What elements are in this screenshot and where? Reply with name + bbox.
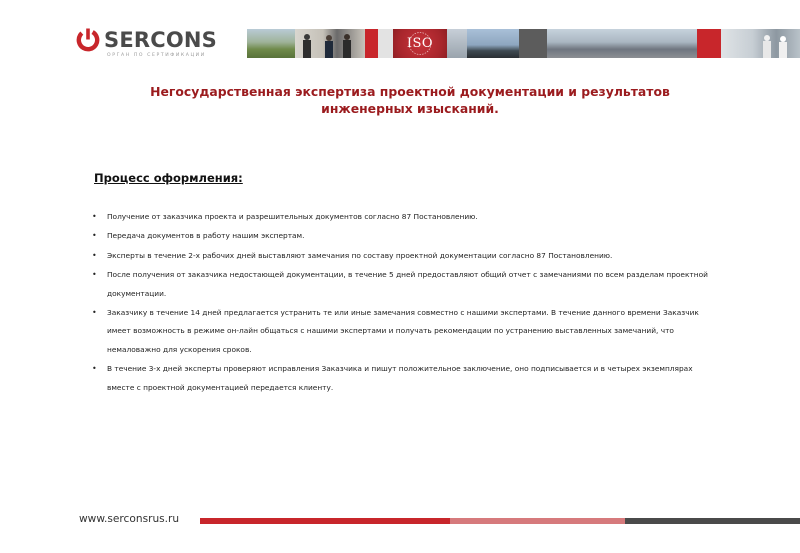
banner-photo-engineers	[721, 29, 800, 58]
engineers-silhouettes-icon	[721, 29, 800, 58]
banner-photo-people	[295, 29, 365, 58]
list-item-text: Эксперты в течение 2-х рабочих дней выставляют замечания по составу проектной документации согласно 87 Постановлению.	[107, 250, 613, 260]
banner-iso-tile	[393, 29, 447, 58]
list-item	[92, 266, 712, 303]
footer-stripe-grey	[625, 518, 800, 524]
banner-light-tile	[378, 29, 393, 58]
banner-photo-worker	[447, 29, 467, 58]
page-title-line-2: инженерных изысканий.	[321, 101, 499, 116]
list-item-text: Заказчику в течение 14 дней предлагается устранить те или иные замечания совместно с нашими экспертами. В течение данного времени Заказчик имеет возможность в режиме он-лайн общаться с нашими экспертами и получать рекомендации по устранению выставленных замечаний, что немаловажно для ускорения сроков.	[107, 308, 699, 354]
logo-name: SERCONS	[104, 28, 218, 52]
sercons-logo[interactable]	[76, 26, 236, 60]
bullet-icon: •	[92, 212, 97, 221]
bullet-icon: •	[92, 308, 97, 318]
list-item	[92, 360, 712, 397]
banner-red-tile-2	[697, 29, 721, 58]
list-item	[92, 227, 712, 245]
bullet-icon: •	[92, 364, 97, 374]
logo-tagline: ОРГАН ПО СЕРТИФИКАЦИИ	[107, 53, 206, 58]
list-item-text: После получения от заказчика недостающей документации, в течение 5 дней предоставляют общий отчет с замечаниями по всем разделам проектной документации.	[107, 270, 708, 298]
bullet-icon: •	[92, 250, 97, 260]
sercons-logo-icon	[76, 28, 100, 52]
header-photo-banner	[247, 29, 800, 58]
footer-stripe-red	[200, 518, 450, 524]
banner-grey-tile	[519, 29, 547, 58]
list-item-text: Получение от заказчика проекта и разрешительных документов согласно 87 Постановлению.	[107, 212, 478, 221]
page-title	[60, 83, 760, 117]
footer-stripe-pink	[450, 518, 625, 524]
banner-photo-field	[247, 29, 295, 58]
page-title-line-1: Негосударственная экспертиза проектной документации и результатов	[150, 84, 670, 99]
list-item	[92, 208, 712, 226]
list-item	[92, 304, 712, 359]
people-silhouettes-icon	[295, 29, 365, 58]
process-steps-list	[92, 208, 712, 398]
list-item-text: Передача документов в работу нашим экспертам.	[107, 231, 305, 241]
banner-photo-industrial	[467, 29, 519, 58]
footer-website-link[interactable]: www.serconsrus.ru	[79, 513, 180, 525]
list-item-text: В течение 3-х дней эксперты проверяют исправления Заказчика и пишут положительное заключение, оно подписывается и в четырех экземплярах вместе с проектной документацией передается клиенту.	[107, 364, 693, 392]
bullet-icon: •	[92, 231, 97, 241]
banner-photo-aerial	[547, 29, 697, 58]
list-item	[92, 247, 712, 265]
banner-red-tile	[365, 29, 378, 58]
bullet-icon: •	[92, 270, 97, 280]
iso-label: ISO	[406, 36, 434, 51]
process-heading: Процесс оформления:	[94, 171, 243, 185]
